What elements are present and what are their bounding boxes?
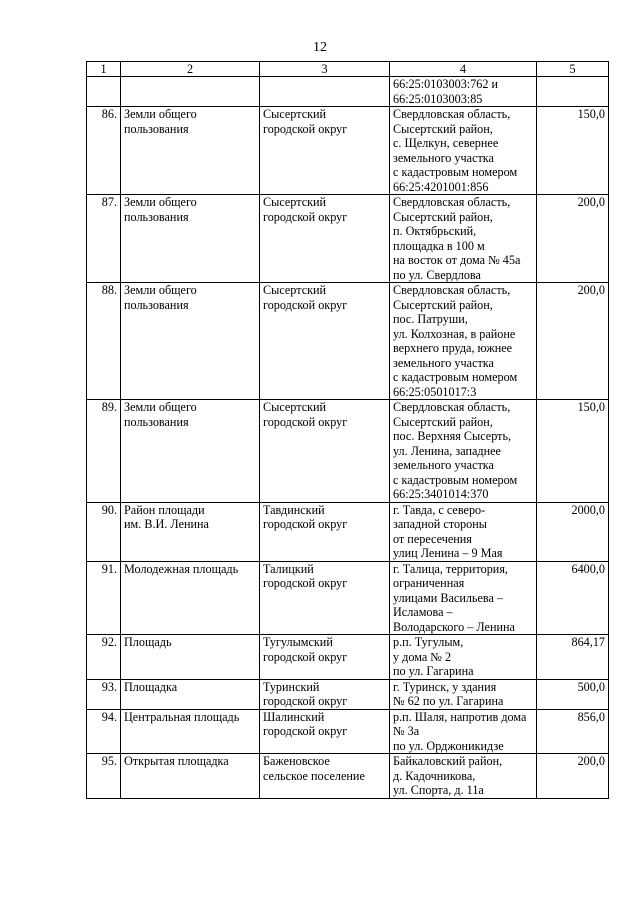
municipality-cell <box>260 709 390 754</box>
table-row <box>87 561 609 635</box>
land-name-cell-line: Земли общего <box>124 283 197 297</box>
land-name-cell <box>121 679 260 709</box>
municipality-cell-line: Сысертский <box>263 195 327 209</box>
column-header-number: 1 <box>87 62 121 77</box>
table-row <box>87 635 609 680</box>
address-cell <box>390 502 537 561</box>
row-number-cell: 89. <box>87 400 121 503</box>
address-cell <box>390 679 537 709</box>
address-cell <box>390 195 537 283</box>
address-cell-line: Сысертский район, <box>393 209 493 224</box>
municipality-cell <box>260 283 390 400</box>
row-number-cell: 91. <box>87 561 121 635</box>
land-name-cell-line: пользования <box>124 297 189 312</box>
address-cell-line: с кадастровым номером <box>393 370 518 384</box>
municipality-cell <box>260 502 390 561</box>
municipality-cell-line: Туринский <box>263 679 320 694</box>
address-cell-line: Байкаловский район, <box>393 754 503 768</box>
address-cell-line: р.п. Тугулым, <box>393 635 464 649</box>
land-name-cell <box>121 635 260 680</box>
land-name-cell-line: Открытая площадка <box>124 754 229 768</box>
row-number-cell: 86. <box>87 107 121 195</box>
address-cell-line: Володарского – Ленина <box>393 619 515 634</box>
municipality-cell <box>260 107 390 195</box>
municipality-cell-line: городской округ <box>263 517 348 531</box>
municipality-cell-line: Тавдинский <box>263 502 325 517</box>
address-cell-line: площадка в 100 м <box>393 238 485 253</box>
land-name-cell-line: Земли общего <box>124 400 197 414</box>
address-cell-line: улиц Ленина – 9 Мая <box>393 546 503 560</box>
area-cell: 6400,0 <box>537 561 609 635</box>
municipality-cell-line: городской округ <box>263 121 348 136</box>
municipality-cell-line: Тугулымский <box>263 635 333 649</box>
address-cell-line: пос. Верхняя Сысерть, <box>393 429 512 443</box>
municipality-cell <box>260 195 390 283</box>
address-cell-line: по ул. Орджоникидзе <box>393 738 504 753</box>
municipality-cell <box>260 635 390 680</box>
address-cell-line: земельного участка <box>393 355 494 370</box>
area-cell: 864,17 <box>537 635 609 680</box>
land-name-cell-line: пользования <box>124 414 189 429</box>
address-cell-line: г. Тавда, с северо- <box>393 502 486 517</box>
municipality-cell-line: городской округ <box>263 414 348 429</box>
land-name-cell <box>121 195 260 283</box>
address-cell <box>390 107 537 195</box>
municipality-cell <box>260 679 390 709</box>
address-cell-line: г. Туринск, у здания <box>393 679 497 694</box>
land-name-cell <box>121 709 260 754</box>
land-name-cell-line: Центральная площадь <box>124 709 240 724</box>
address-cell-line: д. Кадочникова, <box>393 768 476 783</box>
table-row <box>87 400 609 503</box>
row-number-cell <box>87 77 121 107</box>
municipality-cell-line: Баженовское <box>263 754 330 768</box>
address-cell-line: ул. Спорта, д. 11а <box>393 783 484 797</box>
area-cell: 500,0 <box>537 679 609 709</box>
area-cell: 200,0 <box>537 283 609 400</box>
address-cell-line: ограниченная <box>393 576 465 590</box>
municipality-cell-line: Сысертский <box>263 400 327 414</box>
address-cell-line: на восток от дома № 45а <box>393 253 521 267</box>
table-row <box>87 283 609 400</box>
address-cell <box>390 709 537 754</box>
address-cell-line: верхнего пруда, южнее <box>393 341 513 355</box>
land-name-cell-line: Район площади <box>124 502 205 517</box>
table-row <box>87 709 609 754</box>
area-cell <box>537 77 609 107</box>
address-cell <box>390 561 537 635</box>
land-name-cell-line: Земли общего <box>124 107 197 121</box>
address-cell-line: земельного участка <box>393 150 494 165</box>
address-cell-line: 66:25:3401014:370 <box>393 487 489 501</box>
table-row <box>87 679 609 709</box>
land-name-cell-line: Площадка <box>124 679 178 694</box>
address-cell-line: Свердловская область, <box>393 195 511 209</box>
address-cell-line: 66:25:0501017:3 <box>393 384 477 399</box>
address-cell-line: 66:25:0103003:85 <box>393 91 483 106</box>
land-name-cell-line: Молодежная площадь <box>124 561 239 576</box>
address-cell-line: западной стороны <box>393 517 487 531</box>
land-name-cell-line: Площадь <box>124 635 172 649</box>
table-body <box>87 77 609 799</box>
address-cell-line: по ул. Свердлова <box>393 267 481 282</box>
land-name-cell <box>121 400 260 503</box>
address-cell-line: от пересечения <box>393 531 472 546</box>
page-number: 12 <box>313 40 327 55</box>
land-name-cell <box>121 502 260 561</box>
address-cell <box>390 283 537 400</box>
area-cell: 200,0 <box>537 754 609 799</box>
land-name-cell-line: Земли общего <box>124 195 197 209</box>
address-cell-line: 66:25:0103003:762 и <box>393 77 499 91</box>
column-header-name: 2 <box>121 62 260 77</box>
address-cell-line: ул. Ленина, западнее <box>393 443 501 458</box>
municipality-cell-line: городской округ <box>263 209 348 224</box>
municipality-cell-line: городской округ <box>263 649 348 664</box>
land-name-cell-line: им. В.И. Ленина <box>124 517 209 531</box>
area-cell: 856,0 <box>537 709 609 754</box>
column-header-address: 4 <box>390 62 537 77</box>
row-number-cell: 87. <box>87 195 121 283</box>
address-cell <box>390 400 537 503</box>
table-header-row <box>87 62 609 77</box>
address-cell-line: 66:25:4201001:856 <box>393 179 489 194</box>
land-name-cell <box>121 754 260 799</box>
address-cell-line: Исламова – <box>393 605 453 619</box>
municipality-cell-line: городской округ <box>263 297 348 312</box>
table-row <box>87 107 609 195</box>
row-number-cell: 95. <box>87 754 121 799</box>
address-cell-line: у дома № 2 <box>393 649 452 664</box>
area-cell: 150,0 <box>537 107 609 195</box>
address-cell-line: по ул. Гагарина <box>393 664 474 678</box>
area-cell: 2000,0 <box>537 502 609 561</box>
address-cell-line: ул. Колхозная, в районе <box>393 326 516 341</box>
row-number-cell: 94. <box>87 709 121 754</box>
address-cell <box>390 635 537 680</box>
municipality-cell <box>260 561 390 635</box>
address-cell-line: Сысертский район, <box>393 414 493 429</box>
column-header-municipality: 3 <box>260 62 390 77</box>
municipality-cell-line: Сысертский <box>263 283 327 297</box>
land-name-cell <box>121 77 260 107</box>
address-cell <box>390 754 537 799</box>
municipality-cell-line: Сысертский <box>263 107 327 121</box>
address-cell-line: № 62 по ул. Гагарина <box>393 694 504 708</box>
table-row <box>87 502 609 561</box>
municipality-cell <box>260 77 390 107</box>
municipality-cell-line: сельское поселение <box>263 768 365 783</box>
address-cell-line: с. Щелкун, севернее <box>393 136 499 150</box>
address-cell-line: улицами Васильева – <box>393 590 504 605</box>
municipality-cell-line: городской округ <box>263 694 348 708</box>
area-cell: 150,0 <box>537 400 609 503</box>
address-cell-line: Свердловская область, <box>393 107 511 121</box>
land-plots-table <box>86 61 609 799</box>
address-cell-line: Свердловская область, <box>393 283 511 297</box>
municipality-cell <box>260 400 390 503</box>
land-name-cell-line: пользования <box>124 121 189 136</box>
address-cell-line: Свердловская область, <box>393 400 511 414</box>
address-cell-line: с кадастровым номером <box>393 472 518 487</box>
table-row <box>87 195 609 283</box>
municipality-cell <box>260 754 390 799</box>
municipality-cell-line: Шалинский <box>263 709 325 724</box>
address-cell <box>390 77 537 107</box>
area-cell: 200,0 <box>537 195 609 283</box>
address-cell-line: с кадастровым номером <box>393 165 518 179</box>
municipality-cell-line: городской округ <box>263 576 348 590</box>
address-cell-line: р.п. Шаля, напротив дома <box>393 709 527 724</box>
address-cell-line: Сысертский район, <box>393 121 493 136</box>
municipality-cell-line: Талицкий <box>263 561 314 576</box>
land-name-cell <box>121 107 260 195</box>
row-number-cell: 90. <box>87 502 121 561</box>
row-number-cell: 93. <box>87 679 121 709</box>
land-name-cell <box>121 283 260 400</box>
address-cell-line: п. Октябрьский, <box>393 224 477 238</box>
municipality-cell-line: городской округ <box>263 724 348 738</box>
address-cell-line: Сысертский район, <box>393 297 493 312</box>
land-name-cell <box>121 561 260 635</box>
address-cell-line: г. Талица, территория, <box>393 561 508 576</box>
row-number-cell: 92. <box>87 635 121 680</box>
address-cell-line: пос. Патруши, <box>393 312 468 326</box>
table-row <box>87 77 609 107</box>
column-header-area: 5 <box>537 62 609 77</box>
table-row <box>87 754 609 799</box>
row-number-cell: 88. <box>87 283 121 400</box>
land-name-cell-line: пользования <box>124 209 189 224</box>
address-cell-line: № 3а <box>393 724 420 738</box>
address-cell-line: земельного участка <box>393 458 494 472</box>
